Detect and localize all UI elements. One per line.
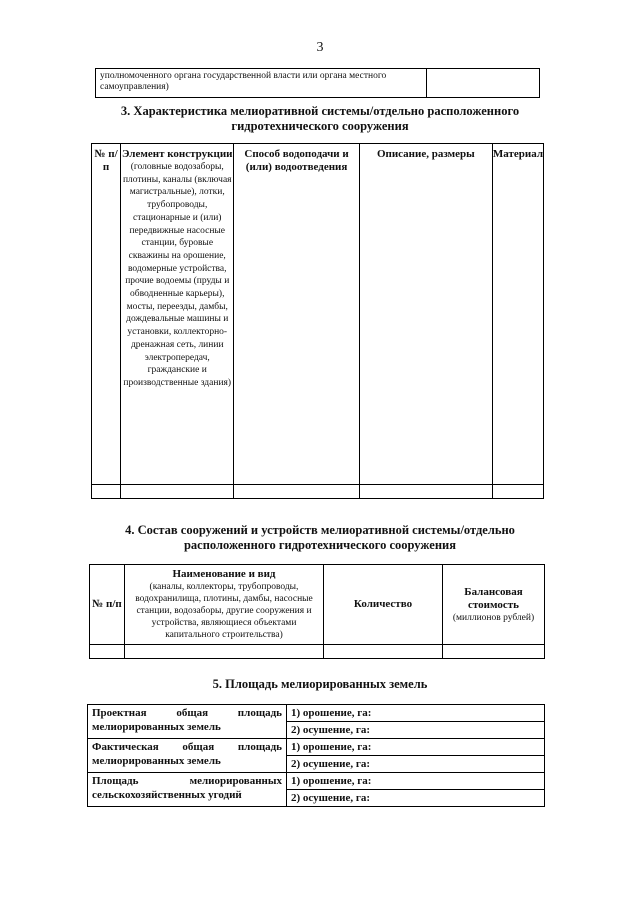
- table-cell: [125, 645, 324, 659]
- col-num-header: № п/п: [90, 565, 125, 645]
- table-row: [92, 485, 544, 499]
- section5-title: 5. Площадь мелиорированных земель: [212, 677, 428, 691]
- col-quantity-header: Количество: [324, 565, 443, 645]
- page-number: 3: [316, 40, 324, 55]
- col-value-title: Балансовая стоимость: [464, 585, 523, 611]
- table-row: [88, 773, 545, 790]
- table-cell: [492, 485, 543, 499]
- table-cell: [121, 485, 234, 499]
- irrigation-field: 1) орошение, га:: [287, 739, 545, 756]
- table-cell: [324, 645, 443, 659]
- table-cell: [443, 645, 545, 659]
- drainage-field: 2) осушение, га:: [287, 790, 545, 807]
- table-row: [90, 645, 545, 659]
- drainage-field: 2) осушение, га:: [287, 756, 545, 773]
- col-num-header: № п/п: [92, 144, 121, 485]
- col-value-header: [443, 565, 545, 645]
- col-element-title: Элемент конструкции: [121, 148, 233, 160]
- table-row: [88, 705, 545, 722]
- section4-table: [89, 564, 545, 659]
- col-element-description: (головные водозаборы, плотины, каналы (включая магистральные), лотки, трубопроводы, стационарные и (или) передвижные насосные станции, буровые скважины на орошение, водомерные устройства, прочие водоемы (пруды и обводненные карьеры), мосты, переезды, дамбы, дождевальные машины и установки, коллекторно-дренажная сеть, линии электропередач, гражданские и производственные здания): [122, 162, 232, 388]
- drainage-field: 2) осушение, га:: [287, 722, 545, 739]
- col-name-header: [125, 565, 324, 645]
- row-label: Площадь мелиорированных сельскохозяйственных угодий: [88, 773, 287, 807]
- col-description-header: Описание, размеры: [359, 144, 492, 485]
- table-cell: [359, 485, 492, 499]
- continuation-table: [95, 68, 540, 98]
- col-name-title: Наименование и вид: [172, 568, 276, 580]
- section3-title: 3. Характеристика мелиоративной системы/отдельно расположенного гидротехнического сооружения: [120, 104, 520, 133]
- irrigation-field: 1) орошение, га:: [287, 773, 545, 790]
- table-cell: [234, 485, 359, 499]
- continuation-text: уполномоченного органа государственной власти или органа местного самоуправления): [96, 69, 427, 98]
- row-label: Проектная общая площадь мелиорированных земель: [88, 705, 287, 739]
- section5-table: [87, 704, 545, 807]
- col-value-unit: (миллионов рублей): [452, 612, 535, 623]
- col-element-header: [121, 144, 234, 485]
- table-cell: [90, 645, 125, 659]
- col-material-header: Материал: [492, 144, 543, 485]
- section4-title: 4. Состав сооружений и устройств мелиоративной системы/отдельно расположенного гидротехнического сооружения: [125, 523, 515, 552]
- continuation-value-cell: [427, 69, 540, 98]
- irrigation-field: 1) орошение, га:: [287, 705, 545, 722]
- col-name-description: (каналы, коллекторы, трубопроводы, водохранилища, плотины, дамбы, насосные станции, водозаборы, другие сооружения и устройства, являющиеся объектами капитального строительства): [135, 582, 313, 640]
- row-label: Фактическая общая площадь мелиорированных земель: [88, 739, 287, 773]
- col-method-header: Способ водоподачи и (или) водоотведения: [234, 144, 359, 485]
- table-row: [88, 739, 545, 756]
- table-cell: [92, 485, 121, 499]
- section3-table: [91, 143, 544, 499]
